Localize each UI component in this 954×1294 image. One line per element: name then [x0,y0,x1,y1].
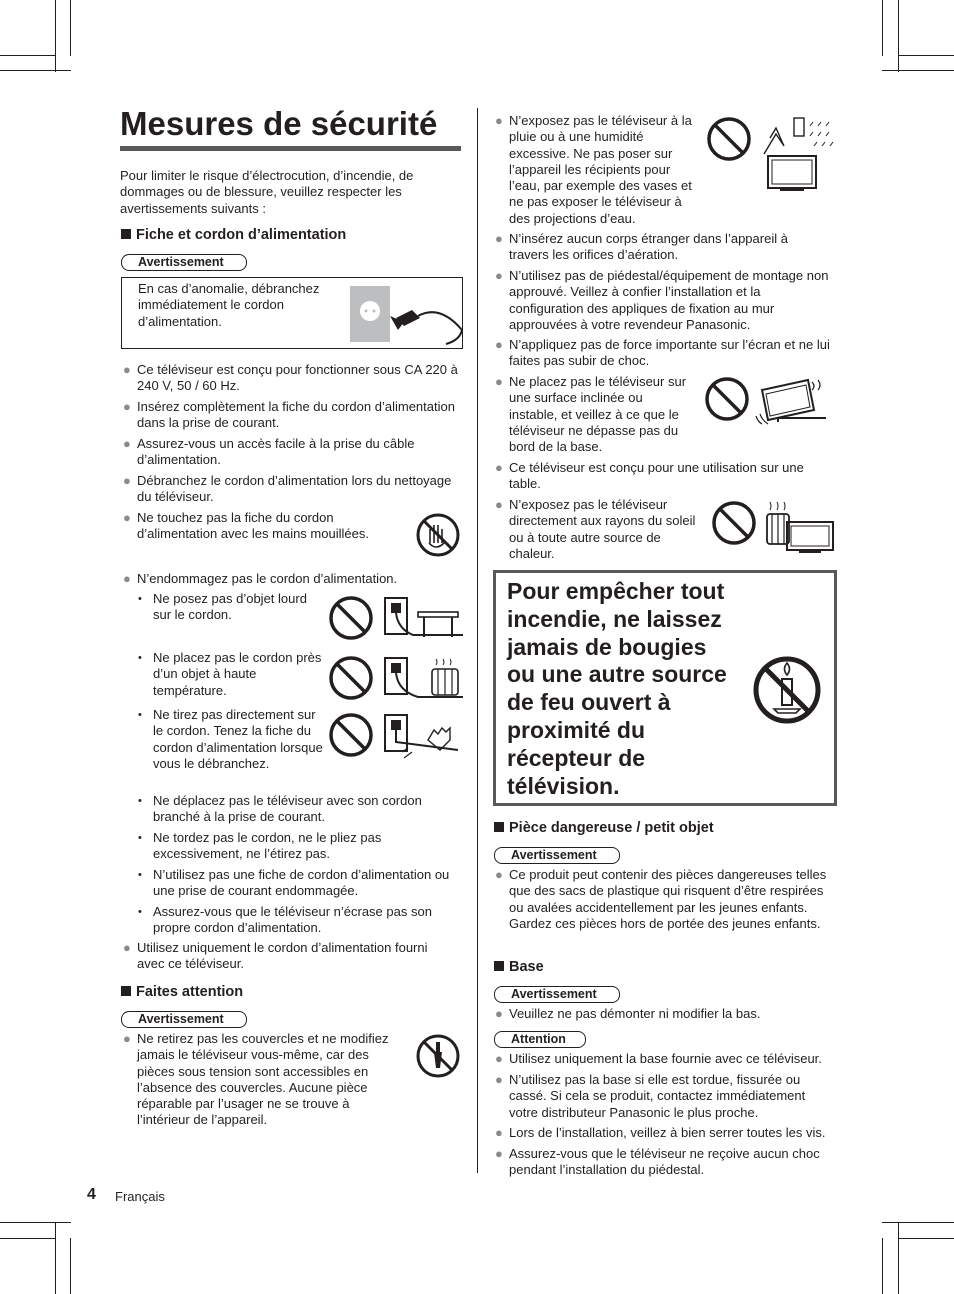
sub-item-text: Ne tirez pas directement sur le cordon. Tenez la fiche du cordon d’alimentation lorsque vous le débranchez. [153,707,323,771]
list-item [123,510,387,543]
bullet-dot: ● [123,362,131,377]
list-item [495,867,833,932]
attention-heading-text: Faites attention [136,984,244,1000]
list-item [123,436,461,469]
list-item-text: Lors de l’installation, veillez à bien serrer toutes les vis. [509,1125,826,1140]
small-parts-section-heading [494,820,714,836]
no-unstable-surface-icon [704,376,834,430]
crop-mark [0,70,71,71]
sub-item-text: Ne tordez pas le cordon, ne le pliez pas excessivement, ne l’étirez pas. [153,830,382,862]
no-candle-icon [752,655,822,725]
crop-mark [0,1238,56,1239]
crop-mark [55,0,56,72]
fire-warning-box [493,570,837,806]
list-item-text: Utilisez uniquement la base fournie avec ce téléviseur. [509,1051,822,1066]
sub-bullet: • [138,593,142,605]
sub-list-item [138,793,453,826]
list-item-text: N’endommagez pas le cordon d’alimentation. [137,571,398,586]
list-item-text: Ce téléviseur est conçu pour fonctionner sous CA 220 à 240 V, 50 / 60 Hz. [137,362,458,394]
no-rain-water-icon [706,114,836,194]
bullet-dot: ● [495,1051,503,1066]
section-marker-icon [121,229,131,239]
list-item [495,268,829,333]
section-marker-icon [121,986,131,996]
list-item [495,460,829,493]
no-disassembly-icon [416,1034,460,1078]
list-item [495,231,829,264]
fire-warning-text: Pour empêcher tout incendie, ne laissez jamais de bougies ou une autre source de feu ouvert à proximité du récepteur de télévision. [507,578,727,799]
base-section-heading [494,959,544,975]
warning-badge: Avertissement [494,986,620,1003]
language-label: Français [115,1189,165,1204]
list-item [495,497,699,562]
bullet-dot: ● [123,1031,131,1046]
crop-mark [882,0,883,56]
sub-list-item [138,707,323,772]
list-item-text: Ce produit peut contenir des pièces dangereuses telles que des sacs de plastique qui risquent d’être respirées ou avalées accidentellement par les jeunes enfants. Gardez ces pièces hors de portée des jeunes enfants. [509,867,827,931]
sub-bullet: • [138,832,142,844]
crop-mark [0,1222,71,1223]
list-item [123,1031,399,1129]
unplug-icon [350,284,462,342]
page-number: 4 [87,1186,96,1203]
list-item-text: Ne touchez pas la fiche du cordon d’alimentation avec les mains mouillées. [137,510,369,542]
bullet-dot: ● [495,1125,503,1140]
list-item-text: N’exposez pas le téléviseur directement aux rayons du soleil ou à toute autre source de chaleur. [509,497,696,561]
sub-bullet: • [138,652,142,664]
crop-mark [55,1222,56,1294]
list-item [495,113,701,227]
bullet-dot: ● [495,867,503,882]
bullet-dot: ● [495,1072,503,1087]
plug-warning-box [121,277,463,349]
title-underline [120,146,461,151]
small-parts-heading-text: Pièce dangereuse / petit objet [509,820,714,836]
bullet-dot: ● [123,473,131,488]
crop-mark [898,1222,899,1294]
list-item-text: Utilisez uniquement le cordon d’alimentation fourni avec ce téléviseur. [137,940,428,972]
warning-badge: Avertissement [121,254,247,271]
sub-bullet: • [138,795,142,807]
bullet-dot: ● [495,1006,503,1021]
sub-bullet: • [138,869,142,881]
prohibited-heavy-object-icon [328,595,463,641]
section-marker-icon [494,822,504,832]
crop-mark [882,1238,883,1294]
plug-heading-text: Fiche et cordon d’alimentation [136,227,347,243]
list-item-text: Ce téléviseur est conçu pour une utilisation sur une table. [509,460,804,492]
plug-section-heading [121,227,346,243]
list-item-text: Assurez-vous un accès facile à la prise du câble d’alimentation. [137,436,415,468]
intro-paragraph: Pour limiter le risque d’électrocution, d’incendie, de dommages ou de blessure, veuillez respecter les avertissements suivants : [120,168,414,216]
list-item-text: N’utilisez pas de piédestal/équipement de montage non approuvé. Veillez à confier l’installation et la configuration des appliques de fixation au mur approuvées à votre revendeur Panasonic. [509,268,829,332]
list-item-text: Veuillez ne pas démonter ni modifier la bas. [509,1006,761,1021]
list-item-text: Insérez complètement la fiche du cordon d’alimentation dans la prise de courant. [137,399,455,431]
list-item-text: N’insérez aucun corps étranger dans l’appareil à travers les orifices d’aération. [509,231,788,263]
sub-item-text: Ne placez pas le cordon près d’un objet à haute température. [153,650,322,698]
crop-mark [882,70,954,71]
crop-mark [898,55,954,56]
sub-list-item [138,904,453,937]
sub-list-item [138,830,453,863]
sub-bullet: • [138,709,142,721]
column-divider [477,108,478,1173]
sub-item-text: N’utilisez pas une fiche de cordon d’alimentation ou une prise de courant endommagée. [153,867,450,899]
bullet-dot: ● [495,337,503,352]
list-item [495,1072,829,1121]
list-item-text: Ne placez pas le téléviseur sur une surface inclinée ou instable, et veillez à ce que le téléviseur ne dépasse pas du bord de la base. [509,374,687,455]
attention-badge: Attention [494,1031,586,1048]
page-title: Mesures de sécurité [120,105,438,142]
list-item [495,374,694,455]
bullet-dot: ● [495,268,503,283]
list-item [123,362,461,395]
list-item-text: Débranchez le cordon d’alimentation lors du nettoyage du téléviseur. [137,473,452,505]
list-item-text: Assurez-vous que le téléviseur ne reçoive aucun choc pendant l’installation du piédestal. [509,1146,820,1178]
list-item [495,337,833,370]
bullet-dot: ● [123,940,131,955]
bullet-dot: ● [123,399,131,414]
list-item-text: Ne retirez pas les couvercles et ne modifiez jamais le téléviseur vous-même, car des pièces sous tension sont accessibles en l’absence des couvercles. Aucune pièce réparable par l’usager ne se trouve à l’intérieur de l’appareil. [137,1031,389,1128]
warning-badge: Avertissement [494,847,620,864]
crop-mark [898,0,899,72]
sub-item-text: Assurez-vous que le téléviseur n’écrase pas son propre cordon d’alimentation. [153,904,432,936]
list-item [495,1125,839,1141]
warning-badge: Avertissement [121,1011,247,1028]
bullet-dot: ● [123,571,131,586]
sub-list-item [138,591,323,624]
sub-list-item [138,650,323,699]
bullet-dot: ● [123,510,131,525]
sub-list-item [138,867,453,900]
crop-mark [882,1222,954,1223]
base-heading-text: Base [509,959,544,975]
bullet-dot: ● [123,436,131,451]
list-item [123,571,461,587]
list-item [495,1146,839,1179]
sub-item-text: Ne posez pas d’objet lourd sur le cordon. [153,591,307,623]
bullet-dot: ● [495,374,503,389]
list-item-text: N’utilisez pas la base si elle est tordue, fissurée ou cassé. Si cela se produit, contactez immédiatement votre distributeur Panasonic le plus proche. [509,1072,806,1120]
crop-mark [70,0,71,56]
crop-mark [0,55,56,56]
list-item [495,1051,839,1067]
bullet-dot: ● [495,231,503,246]
prohibited-heat-source-icon [328,655,463,701]
bullet-dot: ● [495,497,503,512]
bullet-dot: ● [495,1146,503,1161]
prohibited-pull-cord-icon [328,712,463,760]
list-item [123,940,447,973]
list-item [123,399,461,432]
bullet-dot: ● [495,113,503,128]
list-item [495,1006,833,1022]
attention-section-heading [121,984,243,1000]
bullet-dot: ● [495,460,503,475]
list-item [123,473,461,506]
list-item-text: N’appliquez pas de force importante sur l’écran et ne lui faites pas subir de choc. [509,337,830,369]
no-heat-source-icon [711,498,835,556]
sub-bullet: • [138,906,142,918]
sub-item-text: Ne déplacez pas le téléviseur avec son cordon branché à la prise de courant. [153,793,422,825]
crop-mark [70,1238,71,1294]
wet-hands-prohibited-icon [416,513,460,557]
section-marker-icon [494,961,504,971]
list-item-text: N’exposez pas le téléviseur à la pluie ou à une humidité excessive. Ne pas poser sur l’appareil les récipients pour l’eau, par exemple des vases et ne pas exposer le téléviseur à des projections d’eau. [509,113,692,226]
plug-warning-text: En cas d’anomalie, débranchez immédiatement le cordon d’alimentation. [138,281,320,329]
crop-mark [898,1238,954,1239]
